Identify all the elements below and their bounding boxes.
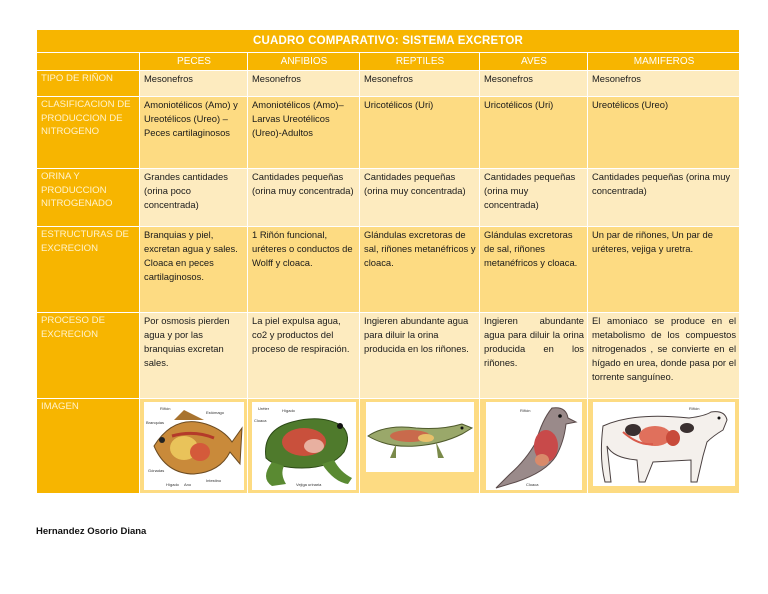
svg-text:Cloaca: Cloaca [526,482,539,487]
table-cell: El amoniaco se produce en el metabolismo de los compuestos nitrogenados , se convierte en el hígado en urea, donde pasa por el torrente sanguíneo. [588,313,740,399]
table-cell: Branquias y piel, excretan agua y sales. Cloaca en peces cartilaginosos. [140,227,248,313]
svg-text:Gónadas: Gónadas [148,468,165,473]
bird-anatomy-icon [486,402,582,490]
header-aves: AVES [480,53,588,71]
table-title: CUADRO COMPARATIVO: SISTEMA EXCRETOR [37,30,740,53]
svg-text:Cloaca: Cloaca [254,418,267,423]
svg-text:Ano: Ano [184,482,192,487]
table-cell: Mesonefros [360,71,480,97]
image-cell [588,399,740,494]
header-reptiles: REPTILES [360,53,480,71]
table-row [37,313,740,399]
svg-text:Uréter: Uréter [258,406,270,411]
table-cell: La piel expulsa agua, co2 y productos del proceso de respiración. [248,313,360,399]
table-cell: Grandes cantidades (orina poco concentrada) [140,169,248,227]
header-mamiferos: MAMIFEROS [588,53,740,71]
table-row [37,97,740,169]
image-cell [140,399,248,494]
table-row [37,71,740,97]
table-cell: Uricotélicos (Uri) [360,97,480,169]
image-cell [248,399,360,494]
table-cell: Ingieren abundante agua para diluir la orina producida en los riñones. [480,313,588,399]
svg-text:Riñón: Riñón [160,406,171,411]
table-cell: Un par de riñones, Un par de uréteres, vejiga y uretra. [588,227,740,313]
table-cell: Mesonefros [588,71,740,97]
comparison-table [36,29,740,494]
header-corner [37,53,140,71]
table-row-images [37,399,740,494]
table-cell: Por osmosis pierden agua y por las branquias excretan sales. [140,313,248,399]
reptile-anatomy-icon [366,402,474,472]
table-cell: Cantidades pequeñas (orina muy concentrada) [360,169,480,227]
table-cell: Glándulas excretoras de sal, riñones metanéfricos y cloaca. [480,227,588,313]
image-cell [480,399,588,494]
svg-text:Vejiga urinaria: Vejiga urinaria [296,482,322,487]
table-cell: Cantidades pequeñas (orina muy concentrada) [480,169,588,227]
table-row [37,169,740,227]
row-label: TIPO DE RIÑON [37,71,140,97]
table-cell: Mesonefros [248,71,360,97]
row-label: CLASIFICACION DE PRODUCCION DE NITROGENO [37,97,140,169]
fish-anatomy-icon [144,402,244,490]
table-cell: Ureotélicos (Ureo) [588,97,740,169]
frog-anatomy-icon [252,402,356,490]
table-cell: Uricotélicos (Uri) [480,97,588,169]
image-cell [360,399,480,494]
table-cell: Ingieren abundante agua para diluir la orina producida en los riñones. [360,313,480,399]
table-cell: Amoniotélicos (Amo)–Larvas Ureotélicos (Ureo)-Adultos [248,97,360,169]
header-peces: PECES [140,53,248,71]
table-row [37,227,740,313]
row-label: PROCESO DE EXCRECION [37,313,140,399]
table-cell: Cantidades pequeñas (orina muy concentrada) [248,169,360,227]
table-cell: 1 Riñón funcional, uréteres o conductos de Wolff y cloaca. [248,227,360,313]
table-cell: Amoniotélicos (Amo) y Ureotélicos (Ureo) – Peces cartilaginosos [140,97,248,169]
table-cell: Glándulas excretoras de sal, riñones metanéfricos y cloaca. [360,227,480,313]
row-label: IMAGEN [37,399,140,494]
svg-text:Hígado: Hígado [282,408,295,413]
svg-text:Intestino: Intestino [206,478,222,483]
svg-text:Hígado: Hígado [166,482,179,487]
table-cell: Mesonefros [140,71,248,97]
row-label: ESTRUCTURAS DE EXCRECION [37,227,140,313]
header-anfibios: ANFIBIOS [248,53,360,71]
row-label: ORINA Y PRODUCCION NITROGENADO [37,169,140,227]
svg-text:Branquias: Branquias [146,420,165,425]
svg-text:Riñón: Riñón [689,406,700,411]
table-cell: Mesonefros [480,71,588,97]
svg-text:Estómago: Estómago [206,410,225,415]
table-cell: Cantidades pequeñas (orina muy concentrada) [588,169,740,227]
cow-anatomy-icon [593,402,735,486]
author-name: Hernandez Osorio Diana [36,526,147,537]
svg-text:Riñón: Riñón [520,408,531,413]
